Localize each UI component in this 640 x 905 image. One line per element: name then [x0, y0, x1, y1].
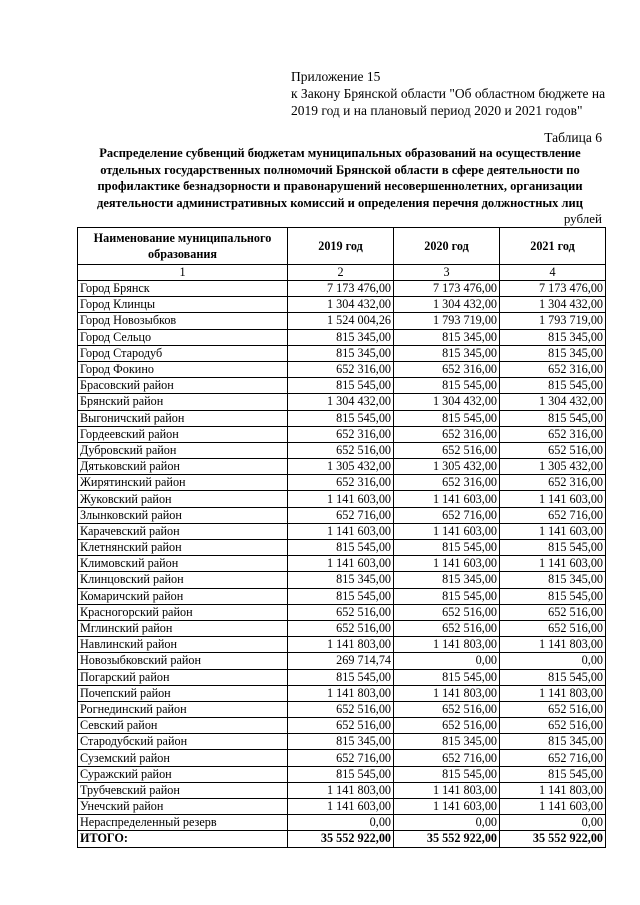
municipality-name: Клинцовский район: [78, 572, 288, 588]
municipality-name: Город Брянск: [78, 281, 288, 297]
total-label: ИТОГО:: [78, 831, 288, 847]
value-2019: 1 141 603,00: [288, 799, 394, 815]
municipality-name: Дятьковский район: [78, 459, 288, 475]
column-number: 1: [78, 265, 288, 281]
value-2019: 815 545,00: [288, 766, 394, 782]
value-2019: 815 545,00: [288, 378, 394, 394]
value-2019: 1 304 432,00: [288, 394, 394, 410]
municipality-name: Навлинский район: [78, 637, 288, 653]
table-row: [78, 442, 606, 458]
column-number: 3: [394, 265, 500, 281]
column-number: 4: [500, 265, 606, 281]
value-2019: 815 545,00: [288, 669, 394, 685]
value-2020: 815 545,00: [394, 669, 500, 685]
value-2021: 1 793 719,00: [500, 313, 606, 329]
value-2019: 1 524 004,26: [288, 313, 394, 329]
municipality-name: Суземский район: [78, 750, 288, 766]
table-row: [78, 313, 606, 329]
total-2021: 35 552 922,00: [500, 831, 606, 847]
municipality-name: Город Фокино: [78, 361, 288, 377]
municipality-name: Злынковский район: [78, 507, 288, 523]
value-2019: 815 345,00: [288, 734, 394, 750]
value-2019: 652 516,00: [288, 604, 394, 620]
table-row: [78, 718, 606, 734]
value-2020: 1 793 719,00: [394, 313, 500, 329]
value-2021: 652 516,00: [500, 604, 606, 620]
municipality-name: Брасовский район: [78, 378, 288, 394]
value-2021: 652 716,00: [500, 507, 606, 523]
value-2020: 652 316,00: [394, 475, 500, 491]
value-2019: 652 516,00: [288, 718, 394, 734]
subvention-table: [77, 227, 606, 848]
value-2020: 652 516,00: [394, 620, 500, 636]
table-row: [78, 556, 606, 572]
value-2020: 1 305 432,00: [394, 459, 500, 475]
value-2021: 652 516,00: [500, 442, 606, 458]
municipality-name: Выгоничский район: [78, 410, 288, 426]
value-2020: 0,00: [394, 653, 500, 669]
value-2019: 1 141 803,00: [288, 782, 394, 798]
municipality-name: Город Клинцы: [78, 297, 288, 313]
municipality-name: Комаричский район: [78, 588, 288, 604]
value-2020: 652 516,00: [394, 718, 500, 734]
municipality-name: Карачевский район: [78, 523, 288, 539]
table-number: Таблица 6: [544, 130, 602, 145]
municipality-name: Жуковский район: [78, 491, 288, 507]
municipality-name: Суражский район: [78, 766, 288, 782]
value-2019: 1 141 603,00: [288, 523, 394, 539]
value-2020: 1 141 603,00: [394, 523, 500, 539]
value-2021: 652 316,00: [500, 426, 606, 442]
value-2020: 1 141 803,00: [394, 782, 500, 798]
value-2020: 652 316,00: [394, 361, 500, 377]
value-2019: 815 345,00: [288, 572, 394, 588]
value-2020: 815 345,00: [394, 572, 500, 588]
value-2020: 652 516,00: [394, 701, 500, 717]
value-2020: 815 545,00: [394, 540, 500, 556]
table-row: [78, 572, 606, 588]
value-2020: 1 141 603,00: [394, 556, 500, 572]
value-2019: 1 141 603,00: [288, 556, 394, 572]
value-2019: 0,00: [288, 815, 394, 831]
value-2020: 815 545,00: [394, 378, 500, 394]
header-row: [78, 228, 606, 265]
value-2020: 815 345,00: [394, 734, 500, 750]
value-2021: 815 345,00: [500, 572, 606, 588]
value-2021: 1 141 803,00: [500, 782, 606, 798]
municipality-name: Жирятинский район: [78, 475, 288, 491]
value-2020: 815 345,00: [394, 329, 500, 345]
table-row: [78, 815, 606, 831]
value-2019: 652 316,00: [288, 361, 394, 377]
value-2021: 7 173 476,00: [500, 281, 606, 297]
value-2021: 652 316,00: [500, 361, 606, 377]
table-row: [78, 507, 606, 523]
value-2020: 0,00: [394, 815, 500, 831]
table-row: [78, 653, 606, 669]
value-2020: 815 545,00: [394, 410, 500, 426]
total-2019: 35 552 922,00: [288, 831, 394, 847]
value-2020: 1 141 603,00: [394, 799, 500, 815]
value-2020: 815 545,00: [394, 766, 500, 782]
value-2020: 652 316,00: [394, 426, 500, 442]
value-2021: 1 141 603,00: [500, 491, 606, 507]
value-2021: 0,00: [500, 815, 606, 831]
municipality-name: Нераспределенный резерв: [78, 815, 288, 831]
value-2020: 7 173 476,00: [394, 281, 500, 297]
value-2019: 269 714,74: [288, 653, 394, 669]
value-2019: 652 716,00: [288, 750, 394, 766]
value-2020: 815 345,00: [394, 345, 500, 361]
table-row: [78, 459, 606, 475]
table-row: [78, 604, 606, 620]
table-row: [78, 637, 606, 653]
table-row: [78, 523, 606, 539]
value-2021: 1 305 432,00: [500, 459, 606, 475]
table-row: [78, 669, 606, 685]
table-row: [78, 701, 606, 717]
table-row: [78, 361, 606, 377]
municipality-name: Климовский район: [78, 556, 288, 572]
value-2021: 652 516,00: [500, 701, 606, 717]
value-2019: 652 316,00: [288, 475, 394, 491]
value-2020: 652 516,00: [394, 442, 500, 458]
municipality-name: Красногорский район: [78, 604, 288, 620]
value-2019: 815 345,00: [288, 345, 394, 361]
table-row: [78, 491, 606, 507]
value-2019: 652 516,00: [288, 620, 394, 636]
table-row: [78, 766, 606, 782]
value-2019: 1 304 432,00: [288, 297, 394, 313]
value-2021: 815 545,00: [500, 588, 606, 604]
table-row: [78, 394, 606, 410]
appendix-line-3: 2019 год и на плановый период 2020 и 2021 годов": [291, 103, 583, 118]
value-2021: 1 141 803,00: [500, 685, 606, 701]
table-row: [78, 345, 606, 361]
header-2019: 2019 год: [288, 228, 394, 265]
municipality-name: Севский район: [78, 718, 288, 734]
table-row: [78, 378, 606, 394]
value-2021: 815 545,00: [500, 540, 606, 556]
value-2020: 652 716,00: [394, 750, 500, 766]
table-row: [78, 734, 606, 750]
value-2020: 1 141 603,00: [394, 491, 500, 507]
column-number-row: [78, 265, 606, 281]
value-2019: 1 305 432,00: [288, 459, 394, 475]
table-row: [78, 588, 606, 604]
column-number: 2: [288, 265, 394, 281]
municipality-name: Трубчевский район: [78, 782, 288, 798]
municipality-name: Мглинский район: [78, 620, 288, 636]
value-2020: 815 545,00: [394, 588, 500, 604]
header-municipality: Наименование муниципального образования: [78, 228, 288, 265]
value-2021: 1 141 603,00: [500, 523, 606, 539]
table-row: [78, 475, 606, 491]
value-2019: 1 141 803,00: [288, 637, 394, 653]
municipality-name: Рогнединский район: [78, 701, 288, 717]
value-2019: 815 545,00: [288, 588, 394, 604]
value-2021: 0,00: [500, 653, 606, 669]
table-row: [78, 782, 606, 798]
total-row: [78, 831, 606, 847]
value-2019: 815 545,00: [288, 410, 394, 426]
municipality-name: Клетнянский район: [78, 540, 288, 556]
municipality-name: Новозыбковский район: [78, 653, 288, 669]
value-2019: 652 316,00: [288, 426, 394, 442]
value-2021: 1 141 603,00: [500, 799, 606, 815]
units-label: рублей: [563, 211, 602, 226]
value-2019: 652 516,00: [288, 442, 394, 458]
value-2020: 652 716,00: [394, 507, 500, 523]
table-row: [78, 685, 606, 701]
municipality-name: Город Новозыбков: [78, 313, 288, 329]
municipality-name: Погарский район: [78, 669, 288, 685]
header-2020: 2020 год: [394, 228, 500, 265]
value-2021: 815 545,00: [500, 410, 606, 426]
value-2019: 7 173 476,00: [288, 281, 394, 297]
table-row: [78, 540, 606, 556]
value-2021: 652 516,00: [500, 718, 606, 734]
municipality-name: Гордеевский район: [78, 426, 288, 442]
municipality-name: Город Сельцо: [78, 329, 288, 345]
appendix-line-1: Приложение 15: [291, 69, 381, 84]
value-2021: 652 716,00: [500, 750, 606, 766]
table-row: [78, 297, 606, 313]
value-2021: 815 345,00: [500, 345, 606, 361]
municipality-name: Стародубский район: [78, 734, 288, 750]
value-2020: 1 141 803,00: [394, 637, 500, 653]
value-2020: 1 141 803,00: [394, 685, 500, 701]
municipality-name: Город Стародуб: [78, 345, 288, 361]
table-row: [78, 799, 606, 815]
value-2019: 815 345,00: [288, 329, 394, 345]
table-row: [78, 410, 606, 426]
value-2020: 1 304 432,00: [394, 394, 500, 410]
value-2019: 1 141 803,00: [288, 685, 394, 701]
municipality-name: Почепский район: [78, 685, 288, 701]
value-2021: 815 545,00: [500, 766, 606, 782]
municipality-name: Унечский район: [78, 799, 288, 815]
table-row: [78, 329, 606, 345]
value-2021: 1 304 432,00: [500, 394, 606, 410]
value-2019: 652 516,00: [288, 701, 394, 717]
value-2021: 815 545,00: [500, 378, 606, 394]
appendix-block: [291, 68, 611, 119]
document-title: Распределение субвенций бюджетам муниципальных образований на осуществление отдельных государственных полномочий Брянской области в сфере деятельности по профилактике безнадзорности и правонарушений несовершеннолетних, организации деятельности административных комиссий и определения перечня должностных лиц: [97, 146, 583, 210]
value-2021: 815 345,00: [500, 734, 606, 750]
value-2021: 1 141 603,00: [500, 556, 606, 572]
total-2020: 35 552 922,00: [394, 831, 500, 847]
table-row: [78, 281, 606, 297]
table-row: [78, 426, 606, 442]
value-2021: 1 304 432,00: [500, 297, 606, 313]
header-2021: 2021 год: [500, 228, 606, 265]
value-2020: 1 304 432,00: [394, 297, 500, 313]
table-row: [78, 620, 606, 636]
value-2021: 815 545,00: [500, 669, 606, 685]
appendix-line-2: к Закону Брянской области "Об областном бюджете на: [291, 86, 606, 101]
value-2021: 1 141 803,00: [500, 637, 606, 653]
municipality-name: Дубровский район: [78, 442, 288, 458]
value-2019: 652 716,00: [288, 507, 394, 523]
table-row: [78, 750, 606, 766]
value-2021: 815 345,00: [500, 329, 606, 345]
value-2019: 815 545,00: [288, 540, 394, 556]
value-2019: 1 141 603,00: [288, 491, 394, 507]
municipality-name: Брянский район: [78, 394, 288, 410]
value-2021: 652 516,00: [500, 620, 606, 636]
value-2021: 652 316,00: [500, 475, 606, 491]
value-2020: 652 516,00: [394, 604, 500, 620]
